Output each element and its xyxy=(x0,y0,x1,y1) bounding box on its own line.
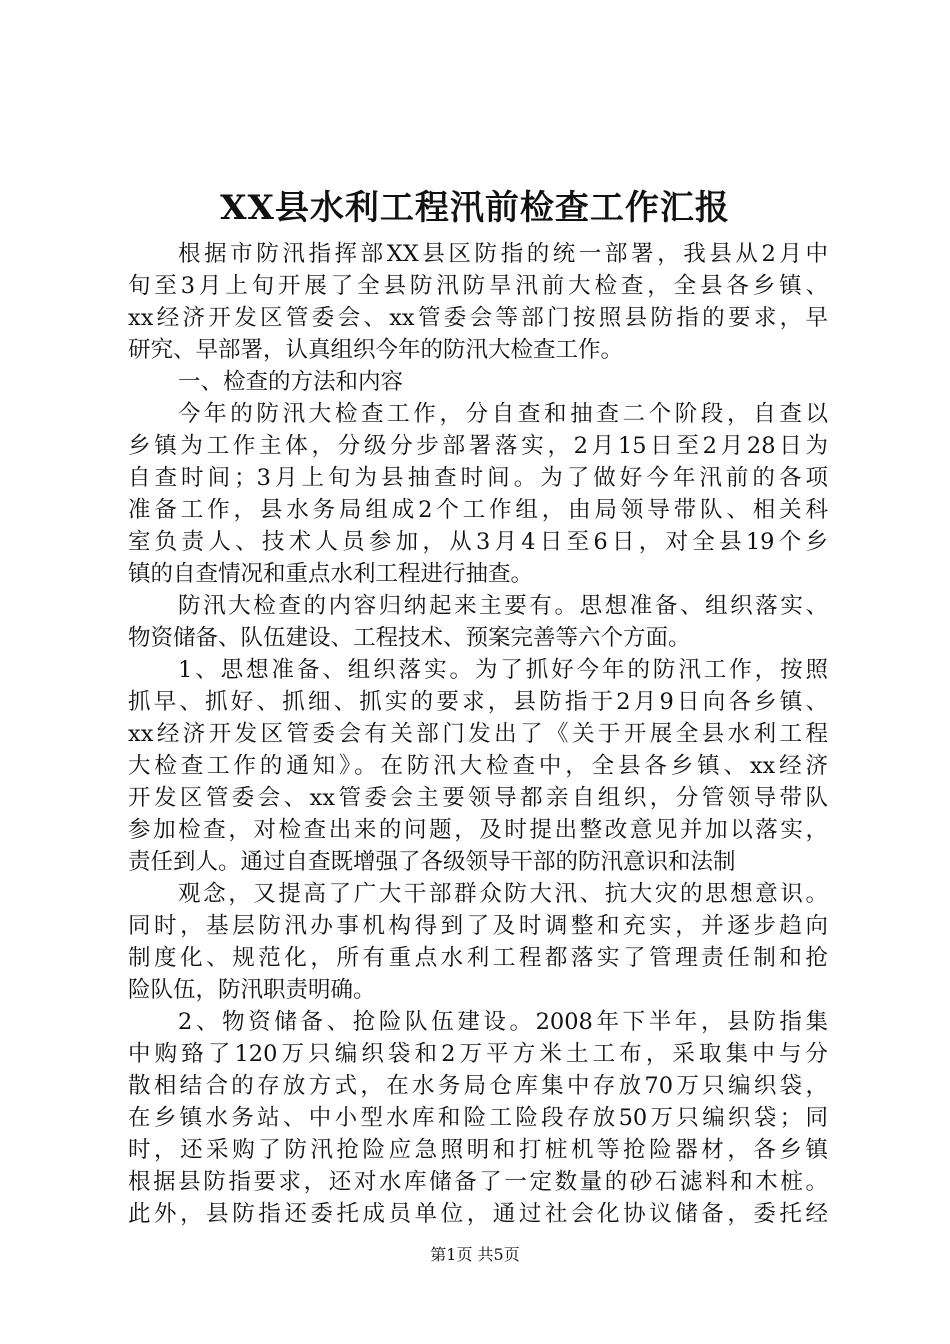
text-line: 自查时间；3月上旬为县抽查时间。为了做好今年汛前的各项 xyxy=(128,465,828,491)
text-line: 制度化、规范化，所有重点水利工程都落实了管理责任制和抢 xyxy=(128,945,828,971)
text-line: 在乡镇水务站、中小型水库和险工险段存放50万只编织袋；同 xyxy=(128,1105,828,1131)
text-line: xx经济开发区管委会、xx管委会等部门按照县防指的要求，早 xyxy=(128,305,828,331)
text-line: 1、思想准备、组织落实。为了抓好今年的防汛工作，按照 xyxy=(178,657,828,683)
text-line: 中购臵了120万只编织袋和2万平方米土工布，采取集中与分 xyxy=(128,1041,828,1067)
text-line: 参加检查，对检查出来的问题，及时提出整改意见并加以落实， xyxy=(128,817,828,843)
text-line: 险队伍，防汛职责明确。 xyxy=(128,977,376,1003)
text-line: 准备工作，县水务局组成2个工作组，由局领导带队、相关科 xyxy=(128,497,828,523)
text-line: 乡镇为工作主体，分级分步部署落实，2月15日至2月28日为 xyxy=(128,433,828,459)
text-line: 根据市防汛指挥部XX县区防指的统一部署，我县从2月中 xyxy=(178,241,828,267)
text-line: 旬至3月上旬开展了全县防汛防旱汛前大检查，全县各乡镇、 xyxy=(128,273,828,299)
text-line: 防汛大检查的内容归纳起来主要有。思想准备、组织落实、 xyxy=(178,593,828,619)
document-title: XX县水利工程汛前检查工作汇报 xyxy=(220,188,730,228)
text-line: 2、物资储备、抢险队伍建设。2008年下半年，县防指集 xyxy=(178,1009,828,1035)
text-line: 研究、早部署，认真组织今年的防汛大检查工作。 xyxy=(128,337,624,363)
text-line: 根据县防指要求，还对水库储备了一定数量的砂石滤料和木桩。 xyxy=(128,1169,828,1195)
text-line: 室负责人、技术人员参加，从3月4日至6日，对全县19个乡 xyxy=(128,529,828,555)
text-line: 抓早、抓好、抓细、抓实的要求，县防指于2月9日向各乡镇、 xyxy=(128,689,828,715)
text-line: xx经济开发区管委会有关部门发出了《关于开展全县水利工程 xyxy=(128,721,828,747)
text-line: 大检查工作的通知》。在防汛大检查中，全县各乡镇、xx经济 xyxy=(128,753,828,779)
text-line: 此外，县防指还委托成员单位，通过社会化协议储备，委托经 xyxy=(128,1201,828,1227)
document-body xyxy=(128,238,828,1230)
text-line: 一、检查的方法和内容 xyxy=(178,369,404,395)
text-line: 散相结合的存放方式，在水务局仓库集中存放70万只编织袋， xyxy=(128,1073,828,1099)
text-line: 时，还采购了防汛抢险应急照明和打桩机等抢险器材，各乡镇 xyxy=(128,1137,828,1163)
text-line: 同时，基层防汛办事机构得到了及时调整和充实，并逐步趋向 xyxy=(128,913,828,939)
text-line: 开发区管委会、xx管委会主要领导都亲自组织，分管领导带队 xyxy=(128,785,828,811)
text-line: 物资储备、队伍建设、工程技术、预案完善等六个方面。 xyxy=(128,625,691,651)
text-line: 今年的防汛大检查工作，分自查和抽查二个阶段，自查以 xyxy=(178,401,828,427)
text-line: 责任到人。通过自查既增强了各级领导干部的防汛意识和法制 xyxy=(128,849,736,875)
page-footer: 第1页 共5页 xyxy=(430,1245,520,1264)
text-line: 镇的自查情况和重点水利工程进行抽查。 xyxy=(128,561,534,587)
text-line: 观念，又提高了广大干部群众防大汛、抗大灾的思想意识。 xyxy=(178,881,828,907)
